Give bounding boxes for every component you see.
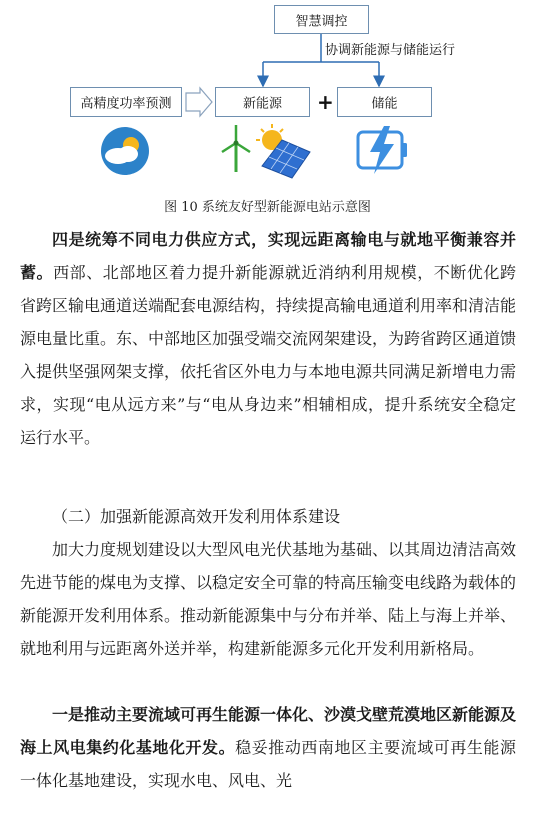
coordination-label: 协调新能源与储能运行 — [325, 43, 456, 58]
paragraph-1 — [20, 223, 516, 454]
smart-control-label: 智慧调控 — [295, 14, 348, 29]
weather-icon — [101, 127, 149, 175]
wind-turbine-icon — [222, 125, 250, 172]
plus-sign: + — [317, 90, 334, 114]
section-heading-text: （二）加强新能源高效开发利用体系建设 — [52, 507, 341, 526]
forecast-label: 高精度功率预测 — [80, 96, 172, 112]
paragraph-2-body: 加大力度规划建设以大型风电光伏基地为基础、以其周边清洁高效先进节能的煤电为支撑、以稳定安全可靠的特高压输变电线路为载体的新能源开发利用体系。推动新能源集中与分布并举、陆上与海上并举、就地利用与远距离外送并举，构建新能源多元化开发利用新格局。 — [20, 540, 517, 658]
paragraph-2 — [20, 533, 516, 665]
paragraph-3-lead: 一是推动主要流域可再生能源一体化、沙漠戈壁荒漠地区新能源及海上风电集约化基地化开发。 — [20, 705, 517, 757]
storage-label: 储能 — [371, 96, 398, 112]
paragraph-1-lead: 四是统筹不同电力供应方式，实现远距离输电与就地平衡兼容并蓄。 — [20, 230, 516, 282]
station-diagram — [0, 0, 535, 190]
paragraph-3-body: 稳妥推动西南地区主要流域可再生能源一体化基地建设，实现水电、风电、光 — [20, 738, 516, 790]
paragraph-3 — [20, 698, 516, 797]
diagram-icons — [0, 0, 535, 190]
battery-charging-icon — [358, 126, 407, 174]
section-heading — [20, 500, 516, 533]
solar-panel-icon — [256, 124, 310, 178]
new-energy-label: 新能源 — [242, 96, 282, 112]
paragraph-1-body: 西部、北部地区着力提升新能源就近消纳利用规模，不断优化跨省跨区输电通道送端配套电源结构，持续提高输电通道利用率和清洁能源电量比重。东、中部地区加强受端交流网架建设，为跨省跨区通道馈入提供坚强网架支撑，依托省区外电力与本地电源共同满足新增电力需求，实现“电从远方来”与“电从身边来”相辅相成，提升系统安全稳定运行水平。 — [20, 263, 517, 447]
figure-caption: 图 10 系统友好型新能源电站示意图 — [164, 200, 371, 215]
